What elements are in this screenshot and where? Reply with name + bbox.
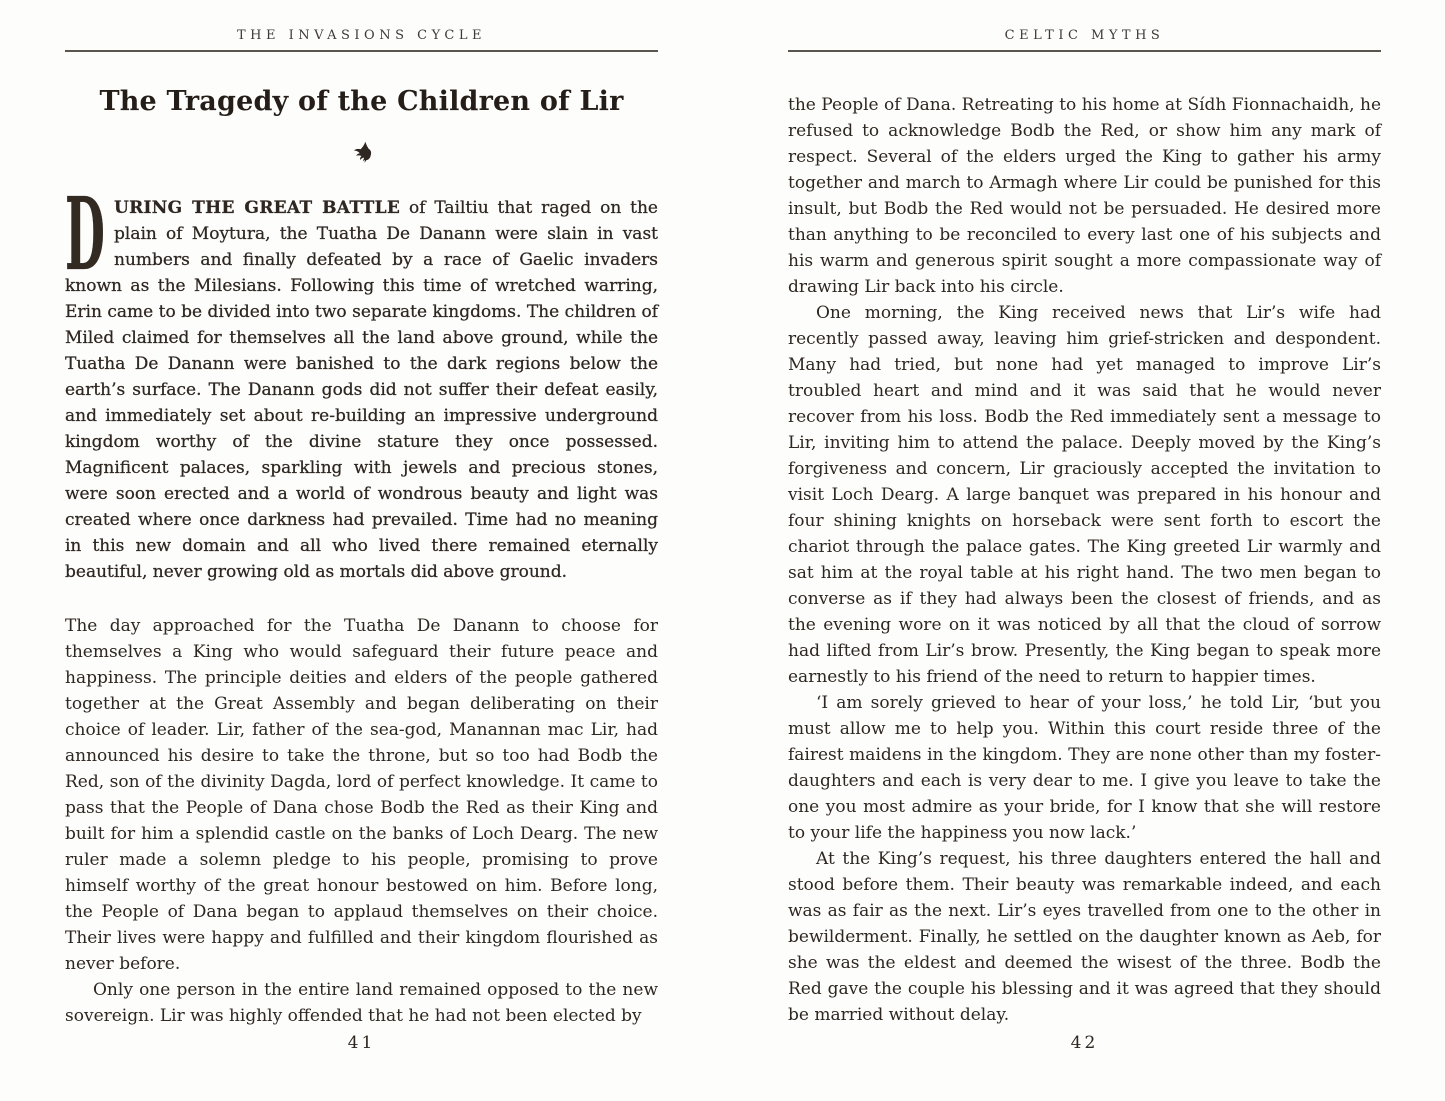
- running-head-right: CELTIC MYTHS: [788, 28, 1381, 52]
- paragraph: the People of Dana. Retreating to his home at Sídh Fionnachaidh, he refused to acknowledge Bodb the Red, or show him any mark of respect. Several of the elders urged the King to gather his army together and march to Armagh where Lir could be punished for this insult, but Bodb the Red would not be persuaded. He desired more than anything to be reconciled to every last one of his subjects and his warm and generous spirit sought a more compassionate way of drawing Lir back into his circle.: [788, 95, 1381, 297]
- opening-bold-lede: URING THE GREAT BATTLE: [114, 198, 401, 218]
- page-right: [788, 28, 1381, 1078]
- bird-icon: [352, 141, 372, 167]
- drop-cap-letter: D: [65, 175, 105, 293]
- opening-paragraph: [65, 175, 658, 585]
- paragraph: One morning, the King received news that Lir’s wife had recently passed away, leaving him grief-stricken and despondent. Many had tried, but none had yet managed to improve Lir’s troubled heart and mind and it was said that he would never recover from his loss. Bodb the Red immediately sent a message to Lir, inviting him to attend the palace. Deeply moved by the King’s forgiveness and concern, Lir graciously accepted the invitation to visit Loch Dearg. A large banquet was prepared in his honour and four shining knights on horseback were sent forth to escort the chariot through the palace gates. The King greeted Lir warmly and sat him at the royal table at his right hand. The two men began to converse as if they had always been the closest of friends, and as the evening wore on it was noticed by all that the cloud of sorrow had lifted from Lir’s brow. Presently, the King began to speak more earnestly to his friend of the need to return to happier times.: [788, 303, 1381, 687]
- paragraph: At the King’s request, his three daughters entered the hall and stood before them. Their beauty was remarkable indeed, and each was as fair as the next. Lir’s eyes travelled from one to the other in bewilderment. Finally, he settled on the daughter known as Aeb, for she was the eldest and deemed the wisest of the three. Bodb the Red gave the couple his blessing and it was agreed that they should be married without delay.: [788, 849, 1381, 1025]
- page-number-left: 41: [347, 1033, 376, 1053]
- page-left: [65, 28, 658, 1078]
- chapter-title: The Tragedy of the Children of Lir: [99, 86, 624, 117]
- bird-ornament: [65, 141, 658, 169]
- opening-text: of Tailtiu that raged on the plain of Moytura, the Tuatha De Danann were slain in vast numbers and finally defeated by a race of Gaelic invaders known as the Milesians. Following this time of wretched warring, Erin came to be divided into two separate kingdoms. The children of Miled claimed for themselves all the land above ground, while the Tuatha De Danann were banished to the dark regions below the earth’s surface. The Danann gods did not suffer their defeat easily, and immediately set about re-building an impressive underground kingdom worthy of the divine stature they once possessed. Magnificent palaces, sparkling with jewels and precious stones, were soon erected and a world of wondrous beauty and light was created where once darkness had prevailed. Time had no meaning in this new domain and all who lived there remained eternally beautiful, never growing old as mortals did above ground.: [65, 198, 658, 582]
- paragraph: ‘I am sorely grieved to hear of your loss,’ he told Lir, ‘but you must allow me to help you. Within this court reside three of the fairest maidens in the kingdom. They are none other than my foster-daughters and each is very dear to me. I give you leave to take the one you most admire as your bride, for I know that she will restore to your life the happiness you now lack.’: [788, 693, 1381, 843]
- page-number-right: 42: [1070, 1033, 1099, 1053]
- drop-cap: [65, 175, 107, 293]
- paragraph: Only one person in the entire land remained opposed to the new sovereign. Lir was highly offended that he had not been elected by: [65, 980, 658, 1026]
- running-head-left: THE INVASIONS CYCLE: [65, 28, 658, 52]
- paragraph: The day approached for the Tuatha De Danann to choose for themselves a King who would safeguard their future peace and happiness. The principle deities and elders of the people gathered together at the Great Assembly and began deliberating on their choice of leader. Lir, father of the sea-god, Manannan mac Lir, had announced his desire to take the throne, but so too had Bodb the Red, son of the divinity Dagda, lord of perfect knowledge. It came to pass that the People of Dana chose Bodb the Red as their King and built for him a splendid castle on the banks of Loch Dearg. The new ruler made a solemn pledge to his people, promising to prove himself worthy of the great honour bestowed on him. Before long, the People of Dana began to applaud themselves on their choice. Their lives were happy and fulfilled and their kingdom flourished as never before.: [65, 616, 658, 974]
